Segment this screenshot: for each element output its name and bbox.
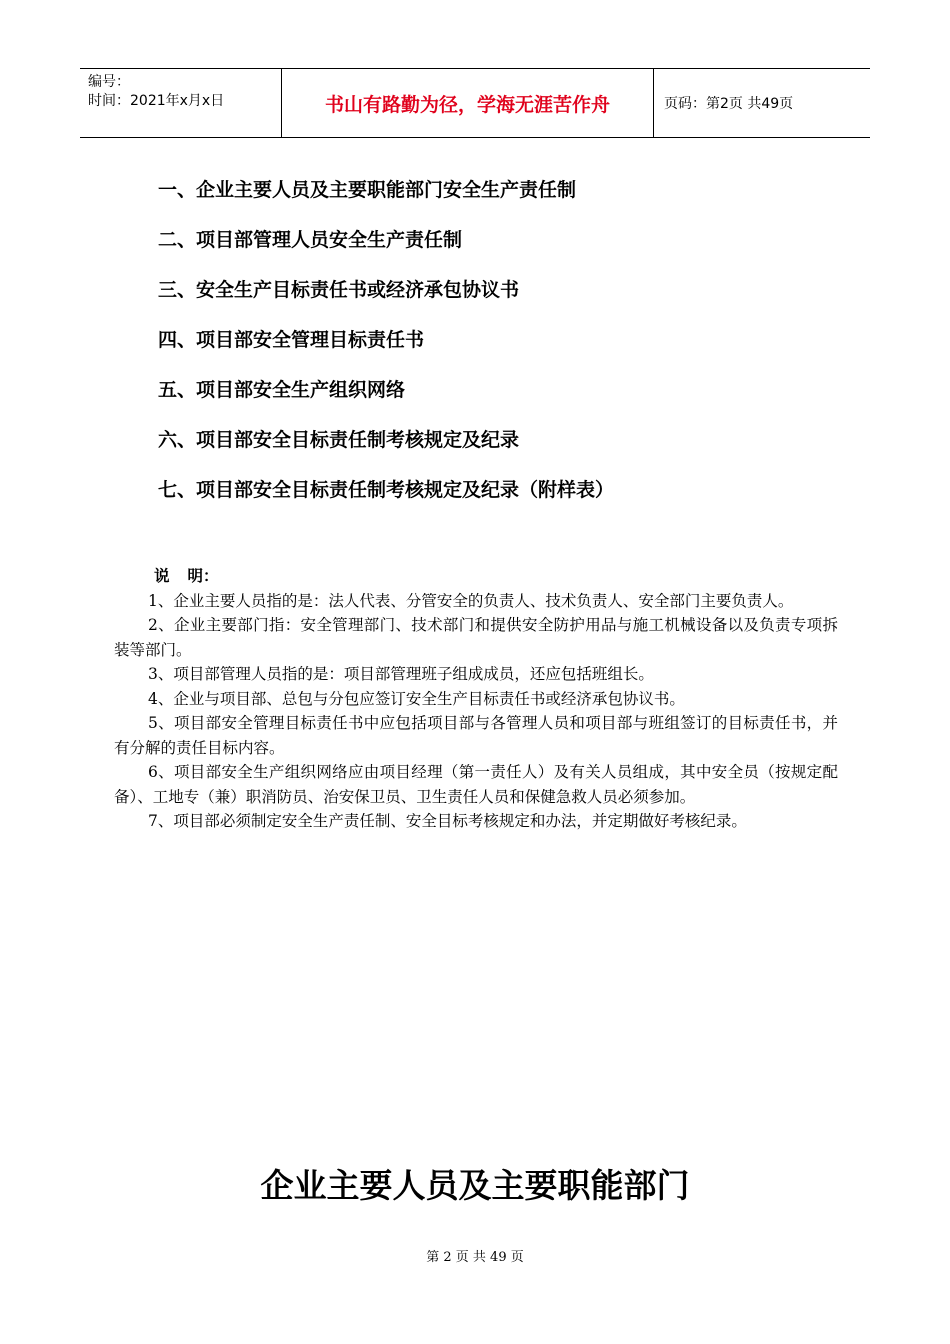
toc-item: 七、项目部安全目标责任制考核规定及纪录（附样表） <box>158 479 615 501</box>
toc-item: 一、企业主要人员及主要职能部门安全生产责任制 <box>158 179 577 201</box>
note-item: 7、项目部必须制定安全生产责任制、安全目标考核规定和办法，并定期做好考核纪录。 <box>148 812 747 830</box>
note-item: 4、企业与项目部、总包与分包应签订安全生产目标责任书或经济承包协议书。 <box>148 689 685 708</box>
note-item: 2、企业主要部门指：安全管理部门、技术部门和提供安全防护用品与施工机械设备以及负责专项拆装等部门。 <box>114 616 838 659</box>
toc-item: 三、安全生产目标责任书或经济承包协议书 <box>158 279 520 301</box>
page-footer: 第 2 页 共 49 页 <box>426 1250 524 1265</box>
notes-title-part: 明： <box>187 566 219 585</box>
toc-item: 五、项目部安全生产组织网络 <box>158 379 406 401</box>
document-time-label: 时间：2021年x月x日 <box>88 93 225 109</box>
notes-title-part: 说 <box>154 566 170 585</box>
note-item: 3、项目部管理人员指的是：项目部管理班子组成成员，还应包括班组长。 <box>148 665 654 683</box>
notes-title <box>114 564 838 589</box>
table-of-contents <box>158 172 614 522</box>
section-title: 企业主要人员及主要职能部门 <box>260 1166 690 1205</box>
header-motto: 书山有路勤为径，学海无涯苦作舟 <box>282 69 654 137</box>
note-item: 1、企业主要人员指的是：法人代表、分管安全的负责人、技术负责人、安全部门主要负责人。 <box>148 591 794 610</box>
notes-section <box>114 564 838 834</box>
header-page-info: 页码：第2页 共49页 <box>664 96 794 112</box>
header-meta-cell <box>80 69 282 137</box>
toc-item: 四、项目部安全管理目标责任书 <box>158 329 425 351</box>
document-header <box>80 68 870 138</box>
toc-item: 二、项目部管理人员安全生产责任制 <box>158 229 463 251</box>
toc-item: 六、项目部安全目标责任制考核规定及纪录 <box>158 429 520 451</box>
note-item: 6、项目部安全生产组织网络应由项目经理（第一责任人）及有关人员组成，其中安全员（按规定配备）、工地专（兼）职消防员、治安保卫员、卫生责任人员和保健急救人员必须参加。 <box>114 763 838 806</box>
document-number-label: 编号： <box>88 74 130 90</box>
note-item: 5、项目部安全管理目标责任书中应包括项目部与各管理人员和项目部与班组签订的目标责任书，并有分解的责任目标内容。 <box>114 714 838 757</box>
